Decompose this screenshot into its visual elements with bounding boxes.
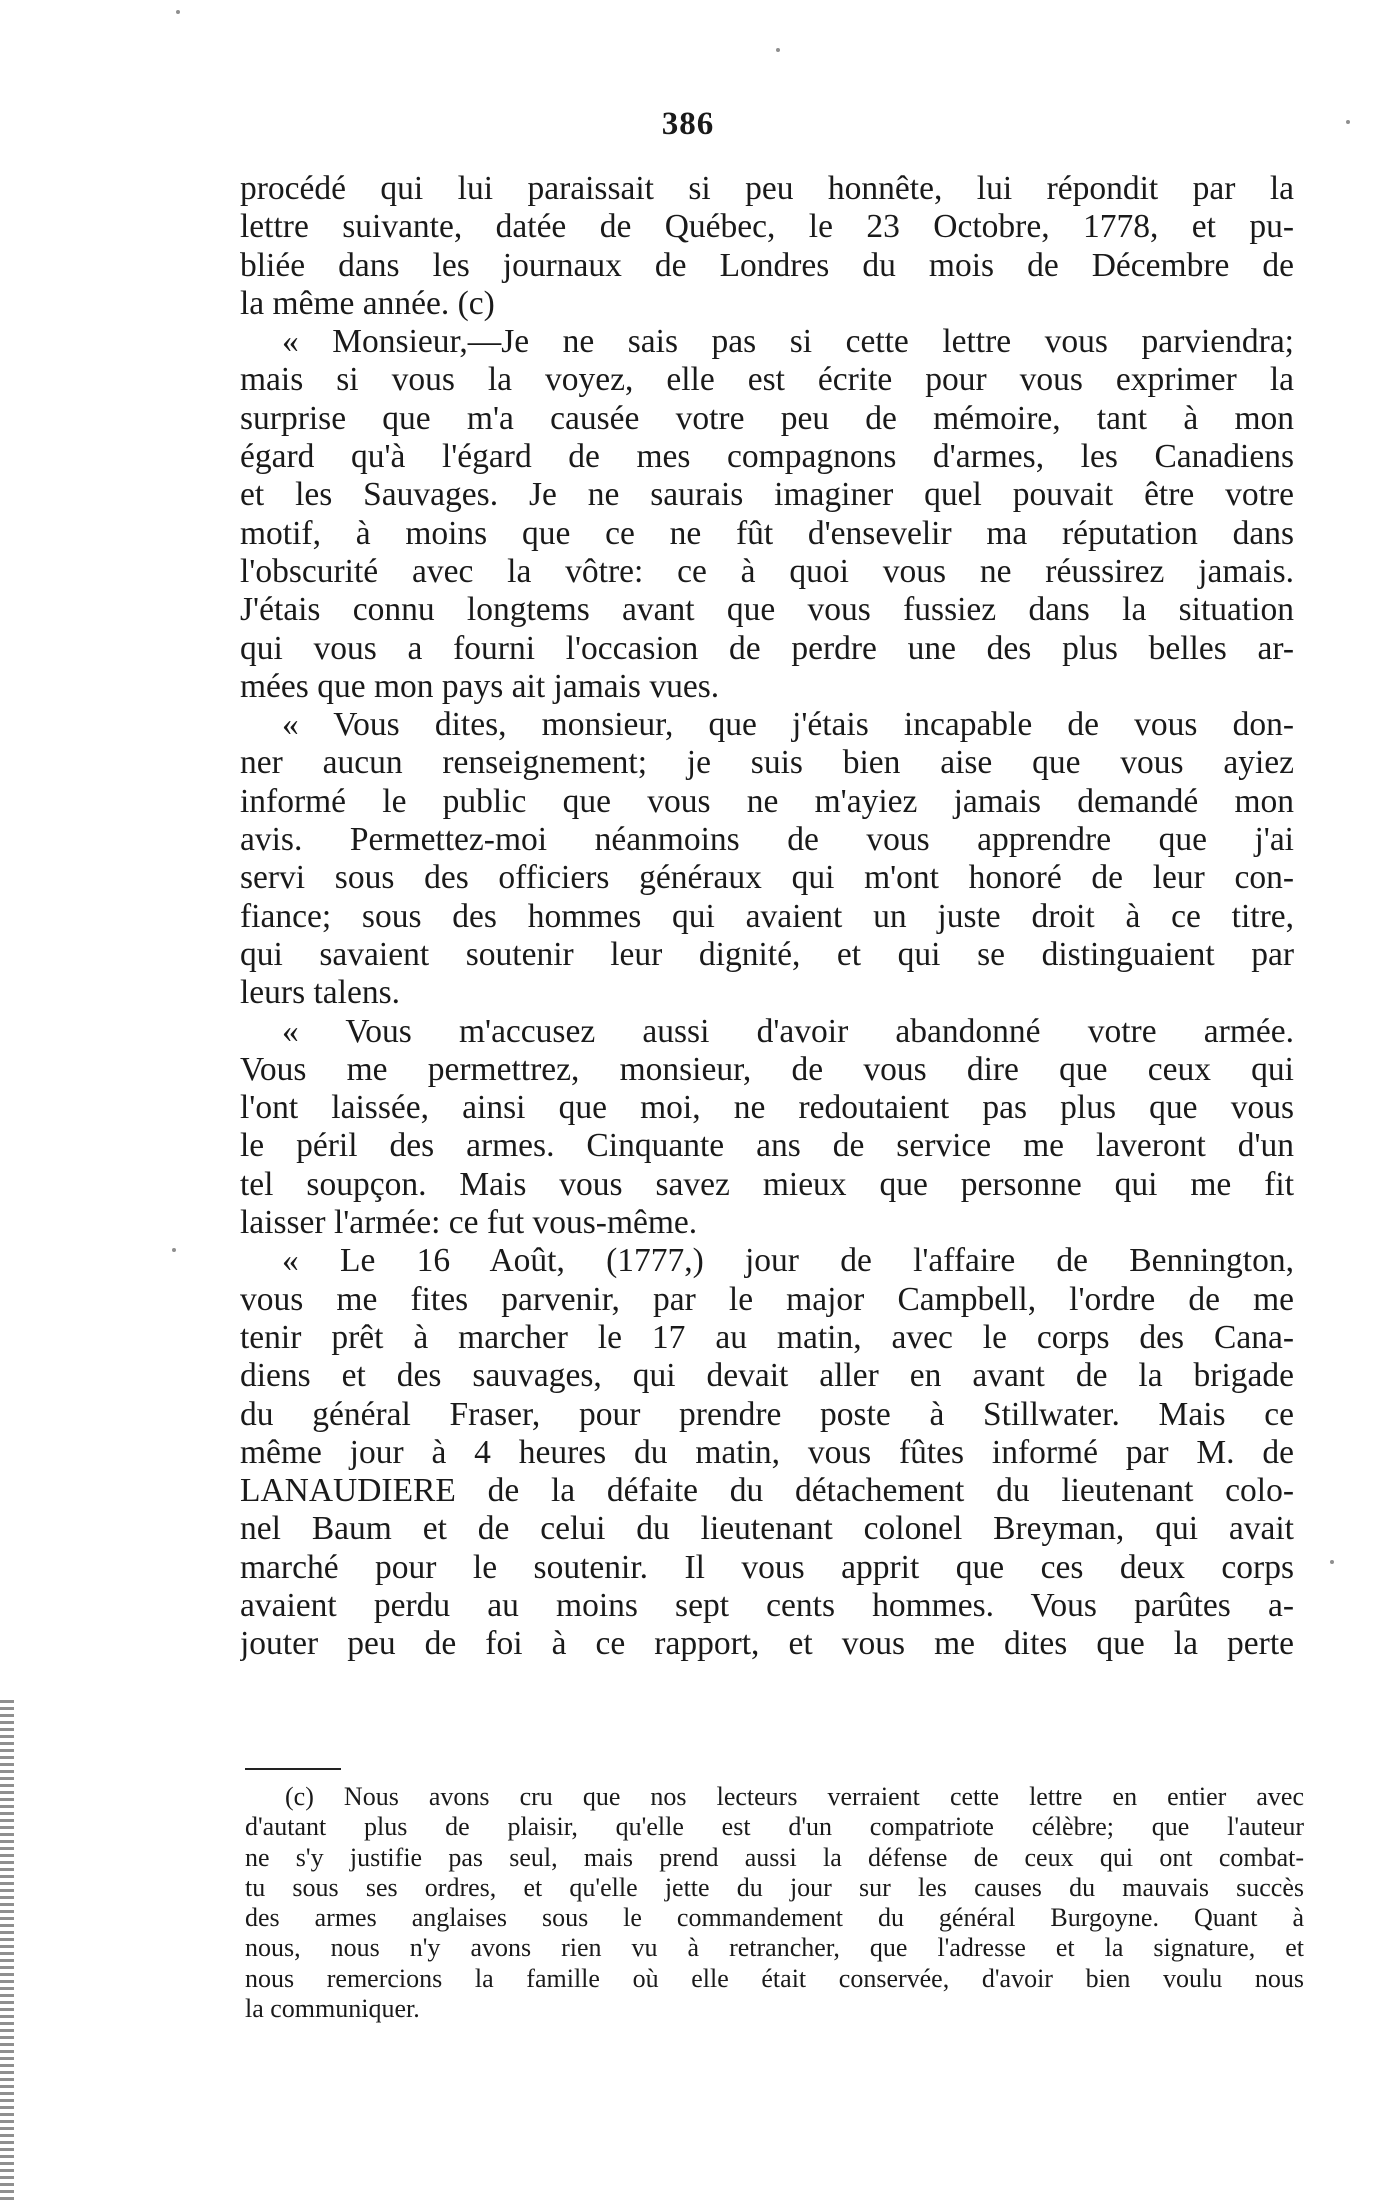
page-binding-edge — [0, 1700, 14, 2200]
body-line: avaient perdu au moins sept cents hommes. Vous parûtes a- — [240, 1586, 1294, 1624]
footnote-line: ne s'y justifie pas seul, mais prend aussi la défense de ceux qui ont combat- — [245, 1842, 1304, 1872]
body-line: informé le public que vous ne m'ayiez jamais demandé mon — [240, 782, 1294, 820]
body-line: diens et des sauvages, qui devait aller en avant de la brigade — [240, 1357, 1294, 1395]
footnote-separator — [245, 1768, 341, 1770]
body-line: la même année. (c) — [240, 284, 495, 322]
body-line: lettre suivante, datée de Québec, le 23 Octobre, 1778, et pu- — [240, 208, 1294, 246]
body-line: jouter peu de foi à ce rapport, et vous me dites que la perte — [240, 1625, 1294, 1663]
body-line: vous me fites parvenir, par le major Campbell, l'ordre de me — [240, 1280, 1294, 1318]
body-text — [240, 170, 1294, 1664]
body-line: l'ont laissée, ainsi que moi, ne redoutaient pas plus que vous — [240, 1089, 1294, 1127]
body-line: marché pour le soutenir. Il vous apprit que ces deux corps — [240, 1548, 1294, 1586]
body-line: J'étais connu longtems avant que vous fussiez dans la situation — [240, 591, 1294, 629]
body-line: mées que mon pays ait jamais vues. — [240, 667, 720, 705]
body-line: procédé qui lui paraissait si peu honnête, lui répondit par la — [240, 170, 1294, 207]
body-line: tenir prêt à marcher le 17 au matin, avec le corps des Cana- — [240, 1318, 1294, 1356]
footnote-line: des armes anglaises sous le commandement du général Burgoyne. Quant à — [245, 1903, 1304, 1933]
body-line: « Monsieur,—Je ne sais pas si cette lettre vous parviendra; — [282, 323, 1294, 361]
body-line: avis. Permettez-moi néanmoins de vous apprendre que j'ai — [240, 821, 1294, 859]
body-line: qui vous a fourni l'occasion de perdre une des plus belles ar- — [240, 629, 1294, 667]
body-line: motif, à moins que ce ne fût d'ensevelir ma réputation dans — [240, 514, 1294, 552]
body-line: même jour à 4 heures du matin, vous fûtes informé par M. de — [240, 1433, 1294, 1471]
body-line: laisser l'armée: ce fut vous-même. — [240, 1204, 698, 1242]
footnote-line: tu sous ses ordres, et qu'elle jette du jour sur les causes du mauvais succès — [245, 1872, 1304, 1902]
body-line: l'obscurité avec la vôtre: ce à quoi vous ne réussirez jamais. — [240, 552, 1294, 590]
body-line: mais si vous la voyez, elle est écrite pour vous exprimer la — [240, 361, 1294, 399]
scan-speck — [1330, 1560, 1334, 1564]
scan-speck — [172, 1248, 176, 1252]
scan-speck — [1346, 120, 1350, 124]
scan-speck — [776, 48, 780, 52]
footnote-line: nous remercions la famille où elle était conservée, d'avoir bien voulu nous — [245, 1963, 1304, 1993]
body-line: nel Baum et de celui du lieutenant colonel Breyman, qui avait — [240, 1510, 1294, 1548]
body-line: du général Fraser, pour prendre poste à Stillwater. Mais ce — [240, 1395, 1294, 1433]
footnote-line: nous, nous n'y avons rien vu à retrancher, que l'adresse et la signature, et — [245, 1933, 1304, 1963]
body-line: égard qu'à l'égard de mes compagnons d'armes, les Canadiens — [240, 438, 1294, 476]
body-line: servi sous des officiers généraux qui m'ont honoré de leur con- — [240, 859, 1294, 897]
body-line: « Vous m'accusez aussi d'avoir abandonné votre armée. — [282, 1012, 1294, 1050]
body-line: Vous me permettrez, monsieur, de vous dire que ceux qui — [240, 1050, 1294, 1088]
body-line: leurs talens. — [240, 974, 401, 1012]
footnote-line: (c) Nous avons cru que nos lecteurs verraient cette lettre en entier avec — [285, 1782, 1304, 1811]
body-line: qui savaient soutenir leur dignité, et qui se distinguaient par — [240, 935, 1294, 973]
body-line: ner aucun renseignement; je suis bien aise que vous ayiez — [240, 744, 1294, 782]
footnote-line: d'autant plus de plaisir, qu'elle est d'un compatriote célèbre; que l'auteur — [245, 1812, 1304, 1842]
body-line: surprise que m'a causée votre peu de mémoire, tant à mon — [240, 399, 1294, 437]
footnote-line: la communiquer. — [245, 1994, 420, 2024]
page-number: 386 — [661, 106, 715, 142]
body-line: « Le 16 Août, (1777,) jour de l'affaire de Bennington, — [282, 1242, 1294, 1280]
body-line: fiance; sous des hommes qui avaient un juste droit à ce titre, — [240, 897, 1294, 935]
body-line: le péril des armes. Cinquante ans de service me laveront d'un — [240, 1127, 1294, 1165]
body-line: bliée dans les journaux de Londres du mois de Décembre de — [240, 246, 1294, 284]
body-line: LANAUDIERE de la défaite du détachement du lieutenant colo- — [240, 1472, 1294, 1510]
scan-speck — [176, 10, 180, 14]
footnote — [245, 1782, 1304, 2024]
body-line: « Vous dites, monsieur, que j'étais incapable de vous don- — [282, 706, 1294, 744]
body-line: tel soupçon. Mais vous savez mieux que personne qui me fit — [240, 1165, 1294, 1203]
body-line: et les Sauvages. Je ne saurais imaginer quel pouvait être votre — [240, 476, 1294, 514]
